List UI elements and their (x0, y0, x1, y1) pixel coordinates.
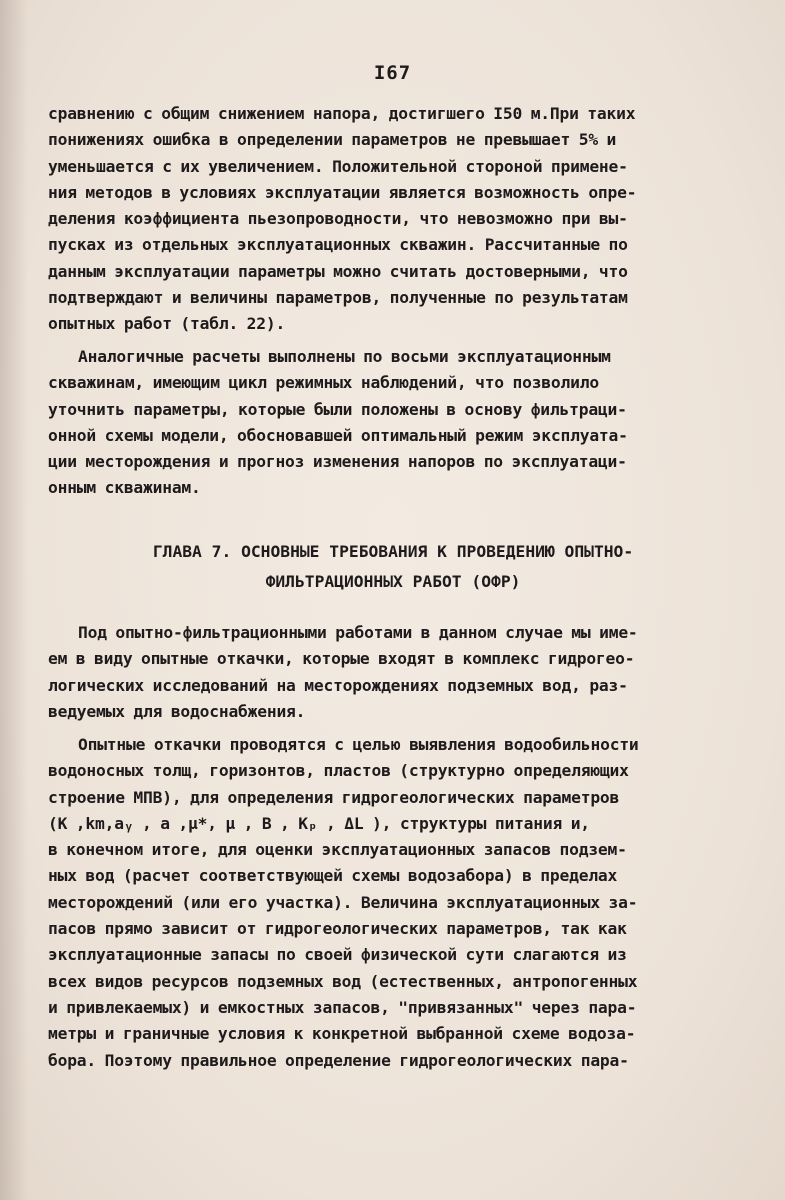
text-line: пасов прямо зависит от гидрогеологических параметров, так как (48, 919, 627, 939)
text-line: уменьшается с их увеличением. Положительной стороной примене- (48, 156, 628, 176)
formula-line: (K ,km,aᵧ , a ,μ*, μ , B , Kₚ , ΔL ), структуры питания и, (48, 813, 590, 833)
text-line: Аналогичные расчеты выполнены по восьми эксплуатационным (78, 347, 611, 366)
text-line: ных вод (расчет соответствующей схемы водозабора) в пределах (48, 866, 618, 886)
chapter-title-line-1: ГЛАВА 7. ОСНОВНЫЕ ТРЕБОВАНИЯ К ПРОВЕДЕНИЮ ОПЫТНО- (152, 542, 634, 561)
text-line: и привлекаемых) и емкостных запасов, "привязанных" через пара- (48, 997, 637, 1017)
text-line: уточнить параметры, которые были положены в основу фильтраци- (48, 399, 627, 419)
text-line: Опытные откачки проводятся с целью выявления водообильности (78, 735, 639, 754)
text-line: Под опытно-фильтрационными работами в данном случае мы име- (78, 623, 638, 642)
paragraph-analogous-calculations (48, 344, 728, 502)
text-line: месторождений (или его участка). Величина эксплуатационных за- (48, 892, 638, 912)
chapter-heading (48, 537, 738, 597)
chapter-title-line-2: ФИЛЬТРАЦИОННЫХ РАБОТ (ОФР) (265, 572, 521, 591)
text-line: данным эксплуатации параметры можно считать достоверными, что (48, 261, 628, 281)
text-line: понижениях ошибка в определении параметров не превышает 5% и (48, 130, 617, 150)
paragraph-continuation (48, 101, 728, 338)
text-line: в конечном итоге, для оценки эксплуатационных запасов подзем- (48, 840, 627, 860)
text-line: всех видов ресурсов подземных вод (естественных, антропогенных (48, 971, 638, 991)
text-line: логических исследований на месторождениях подземных вод, раз- (48, 675, 628, 695)
text-line: онным скважинам. (48, 478, 201, 498)
text-line: пусках из отдельных эксплуатационных скважин. Рассчитанные по (48, 235, 628, 255)
text-line: ем в виду опытные откачки, которые входят в комплекс гидрогео- (48, 649, 635, 669)
text-line: ции месторождения и прогноз изменения напоров по эксплуатаци- (48, 452, 627, 472)
paragraph-pumping-tests (48, 732, 728, 1074)
text-line: скважинам, имеющим цикл режимных наблюдений, что позволило (48, 373, 599, 393)
text-line: ния методов в условиях эксплуатации является возможность опре- (48, 182, 637, 202)
text-line: подтверждают и величины параметров, полученные по результатам (48, 288, 628, 308)
page-number: I67 (373, 62, 412, 84)
text-line: строение МПВ), для определения гидрогеологических параметров (48, 787, 620, 807)
text-line: онной схемы модели, обосновавшей оптимальный режим эксплуата- (48, 425, 628, 445)
text-line: метры и граничные условия к конкретной выбранной схеме водоза- (48, 1024, 636, 1044)
text-line: опытных работ (табл. 22). (48, 314, 286, 334)
paragraph-definition (48, 620, 728, 725)
page-edge-shadow (0, 0, 28, 1200)
text-line: бора. Поэтому правильное определение гидрогеологических пара- (48, 1050, 629, 1070)
text-line: сравнению с общим снижением напора, достигшего I50 м.При таких (48, 104, 636, 123)
text-line: водоносных толщ, горизонтов, пластов (структурно определяющих (48, 761, 629, 781)
text-line: деления коэффициента пьезопроводности, что невозможно при вы- (48, 209, 628, 229)
text-line: эксплуатационные запасы по своей физической сути слагаются из (48, 945, 627, 965)
text-line: ведуемых для водоснабжения. (48, 701, 306, 721)
